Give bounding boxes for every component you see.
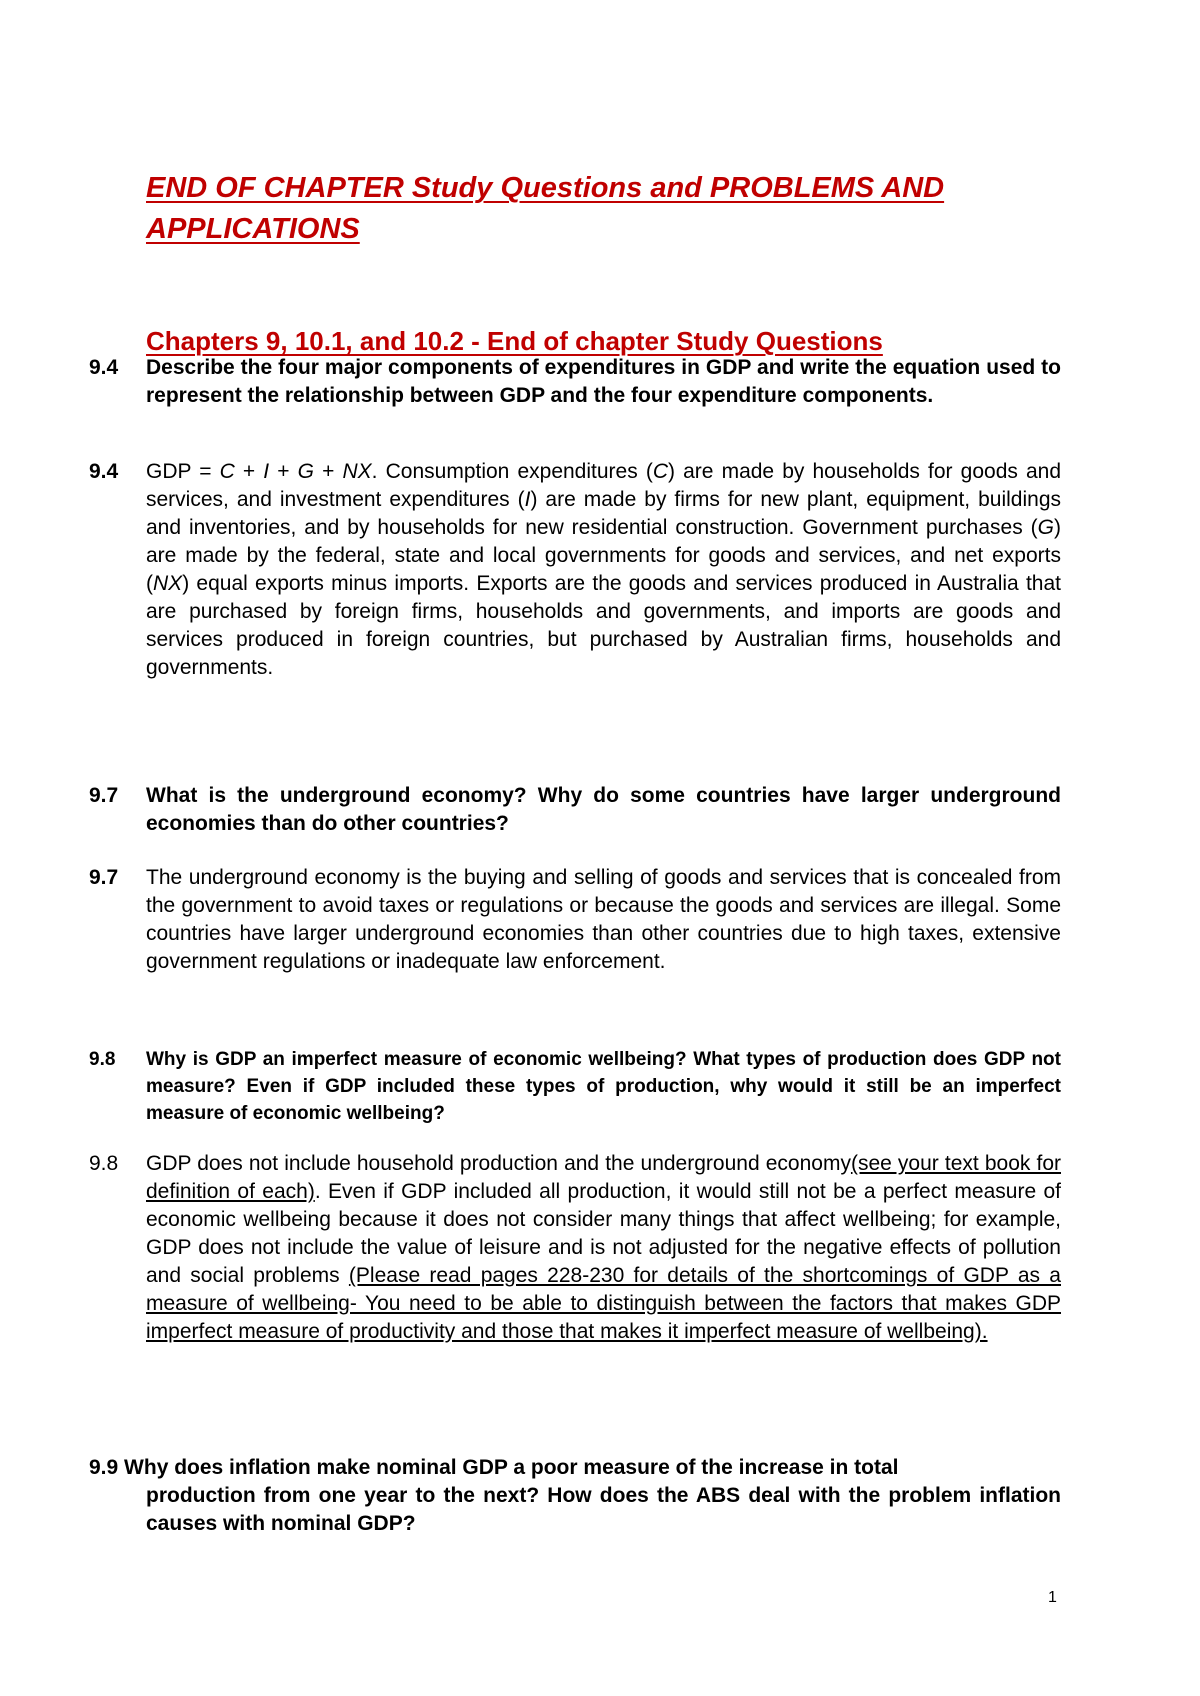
answer-number: 9.4 bbox=[89, 460, 119, 483]
question-text: What is the underground economy? Why do some countries have larger underground economies than do other countries? bbox=[146, 784, 1061, 835]
answer-9-4 bbox=[89, 458, 1061, 682]
answer-text: GDP = C + I + G + NX. Consumption expenditures (C) are made by households for goods and services, and investment expenditures (I) are made by firms for new plant, equipment, buildings and inventories, and by households for new residential construction. Government purchases (G) are made by the federal, state and local governments for goods and services, and net exports (NX) equal exports minus imports. Exports are the goods and services produced in Australia that are purchased by foreign firms, households and governments, and imports are goods and services produced in foreign countries, but purchased by Australian firms, households and governments. bbox=[146, 460, 1062, 679]
question-text: Why is GDP an imperfect measure of economic wellbeing? What types of production does GDP not measure? Even if GDP included these types of production, why would it still be an imperfect measure of economic wellbeing? bbox=[146, 1049, 1061, 1124]
answer-text: GDP does not include household production and the underground economy(see your text book for definition of each). Even if GDP included all production, it would still not be a perfect measure of economic wellbeing because it does not consider many things that affect wellbeing; for example, GDP does not include the value of leisure and is not adjusted for the negative effects of pollution and social problems (Please read pages 228-230 for details of the shortcomings of GDP as a measure of wellbeing- You need to be able to distinguish between the factors that makes GDP imperfect measure of productivity and those that makes it imperfect measure of wellbeing). bbox=[146, 1152, 1061, 1343]
answer-number: 9.7 bbox=[89, 866, 119, 889]
question-9-4 bbox=[89, 354, 1061, 410]
answer-text: The underground economy is the buying and selling of goods and services that is concealed from the government to avoid taxes or regulations or because the goods and services are illegal. Some countries have larger underground economies than other countries due to high taxes, extensive government regulations or inadequate law enforcement. bbox=[146, 866, 1061, 973]
question-number: 9.7 bbox=[89, 784, 119, 807]
question-text: 9.9 Why does inflation make nominal GDP a poor measure of the increase in total bbox=[89, 1456, 899, 1479]
section-heading: Chapters 9, 10.1, and 10.2 - End of chapter Study Questions bbox=[146, 326, 883, 356]
question-9-8 bbox=[89, 1046, 1061, 1127]
answer-9-7 bbox=[89, 864, 1061, 976]
question-text: Describe the four major components of expenditures in GDP and write the equation used to represent the relationship between GDP and the four expenditure components. bbox=[146, 356, 1061, 407]
question-9-7 bbox=[89, 782, 1061, 838]
question-number: 9.9 bbox=[89, 1456, 119, 1479]
reading-instruction-note: (Please read pages 228-230 for details of the shortcomings of GDP as a measure of wellbeing- You need to be able to distinguish between the factors that makes GDP imperfect measure of productivity and those that makes it imperfect measure of wellbeing). bbox=[146, 1264, 1061, 1343]
page-number: 1 bbox=[1048, 1589, 1057, 1606]
question-number: 9.8 bbox=[89, 1049, 116, 1070]
document-title: END OF CHAPTER Study Questions and PROBLEMS AND APPLICATIONS bbox=[146, 172, 945, 245]
question-number: 9.4 bbox=[89, 356, 119, 379]
answer-number: 9.8 bbox=[89, 1152, 119, 1175]
question-9-9 bbox=[89, 1454, 1061, 1538]
question-text-continued: production from one year to the next? How does the ABS deal with the problem inflation causes with nominal GDP? bbox=[146, 1484, 1061, 1535]
answer-9-8 bbox=[89, 1150, 1061, 1346]
textbook-reference-note: (see your text book for definition of each) bbox=[146, 1152, 1061, 1203]
